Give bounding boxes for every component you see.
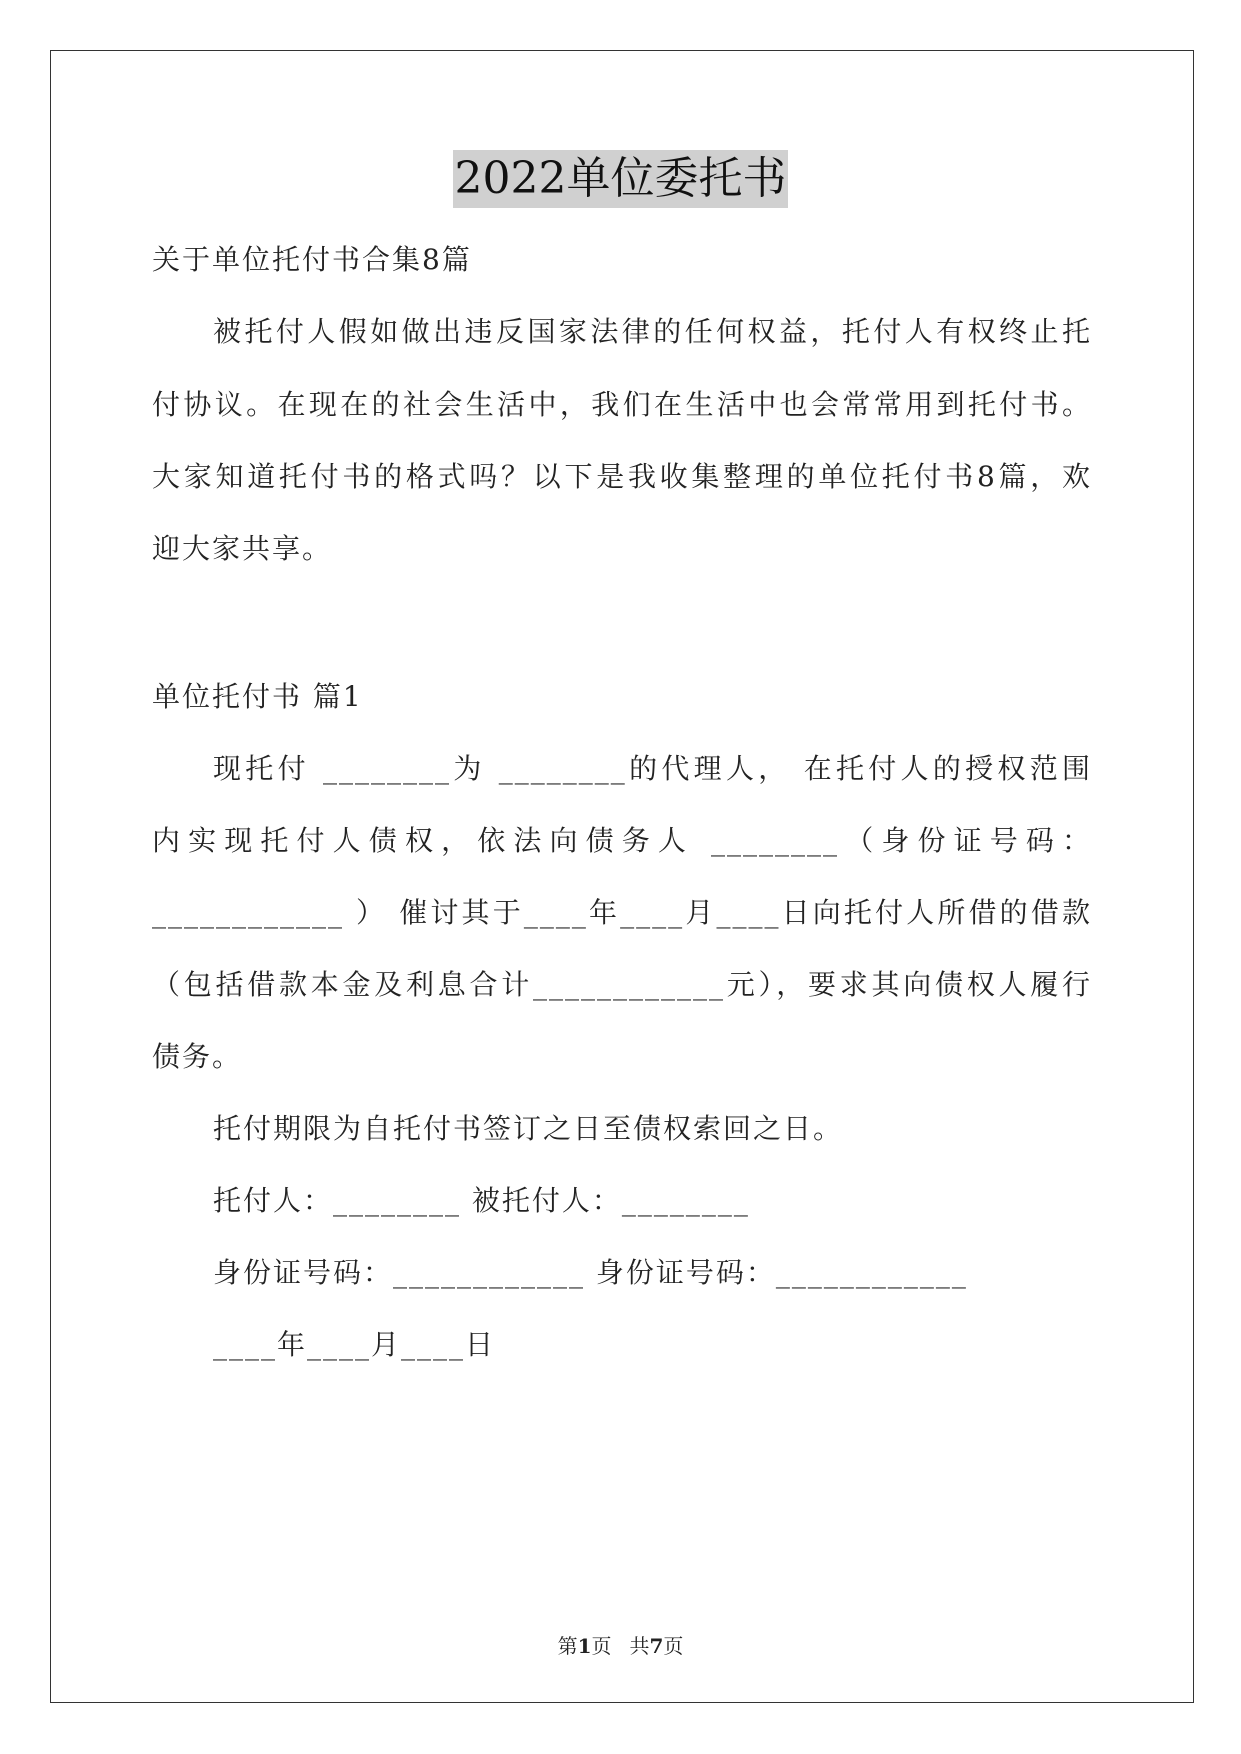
body-line-3: ____________ ） 催讨其于____年____月____日向托付人所借的借款 (152, 896, 1092, 929)
intro-line-4: 迎大家共享。 (152, 532, 333, 565)
body-line-2: 内实现托付人债权，依法向债务人 ________（身份证号码： (152, 824, 1092, 857)
intro-line-3: 大家知道托付书的格式吗？以下是我收集整理的单位托付书8篇，欢 (152, 460, 1092, 493)
body-line-1: 现托付 ________为 ________的代理人， 在托付人的授权范围 (213, 752, 1092, 785)
id-number-line: 身份证号码：____________ 身份证号码：____________ (213, 1256, 968, 1289)
section-heading: 单位托付书 篇1 (152, 680, 363, 713)
footer-page-number: 1 (577, 1634, 592, 1658)
document-subtitle: 关于单位托付书合集8篇 (152, 243, 472, 276)
intro-line-1: 被托付人假如做出违反国家法律的任何权益，托付人有权终止托 (213, 315, 1092, 348)
footer-total-number: 7 (649, 1634, 664, 1658)
date-line: ____年____月____日 (213, 1328, 496, 1361)
footer-page-suffix: 页 (591, 1634, 612, 1658)
title-container (0, 150, 1241, 208)
body-line-5: 债务。 (152, 1040, 243, 1073)
signature-line: 托付人：________ 被托付人：________ (213, 1184, 750, 1217)
footer-page-prefix: 第 (557, 1634, 578, 1658)
footer-total-prefix: 共 (629, 1634, 650, 1658)
footer-total-suffix: 页 (663, 1634, 684, 1658)
page-footer (0, 1630, 1241, 1659)
page-border (50, 50, 1194, 1703)
term-line: 托付期限为自托付书签订之日至债权索回之日。 (213, 1112, 844, 1145)
document-title: 2022单位委托书 (453, 150, 789, 208)
intro-line-2: 付协议。在现在的社会生活中，我们在生活中也会常常用到托付书。 (152, 388, 1092, 421)
body-line-4: （包括借款本金及利息合计____________元），要求其向债权人履行 (152, 968, 1092, 1001)
